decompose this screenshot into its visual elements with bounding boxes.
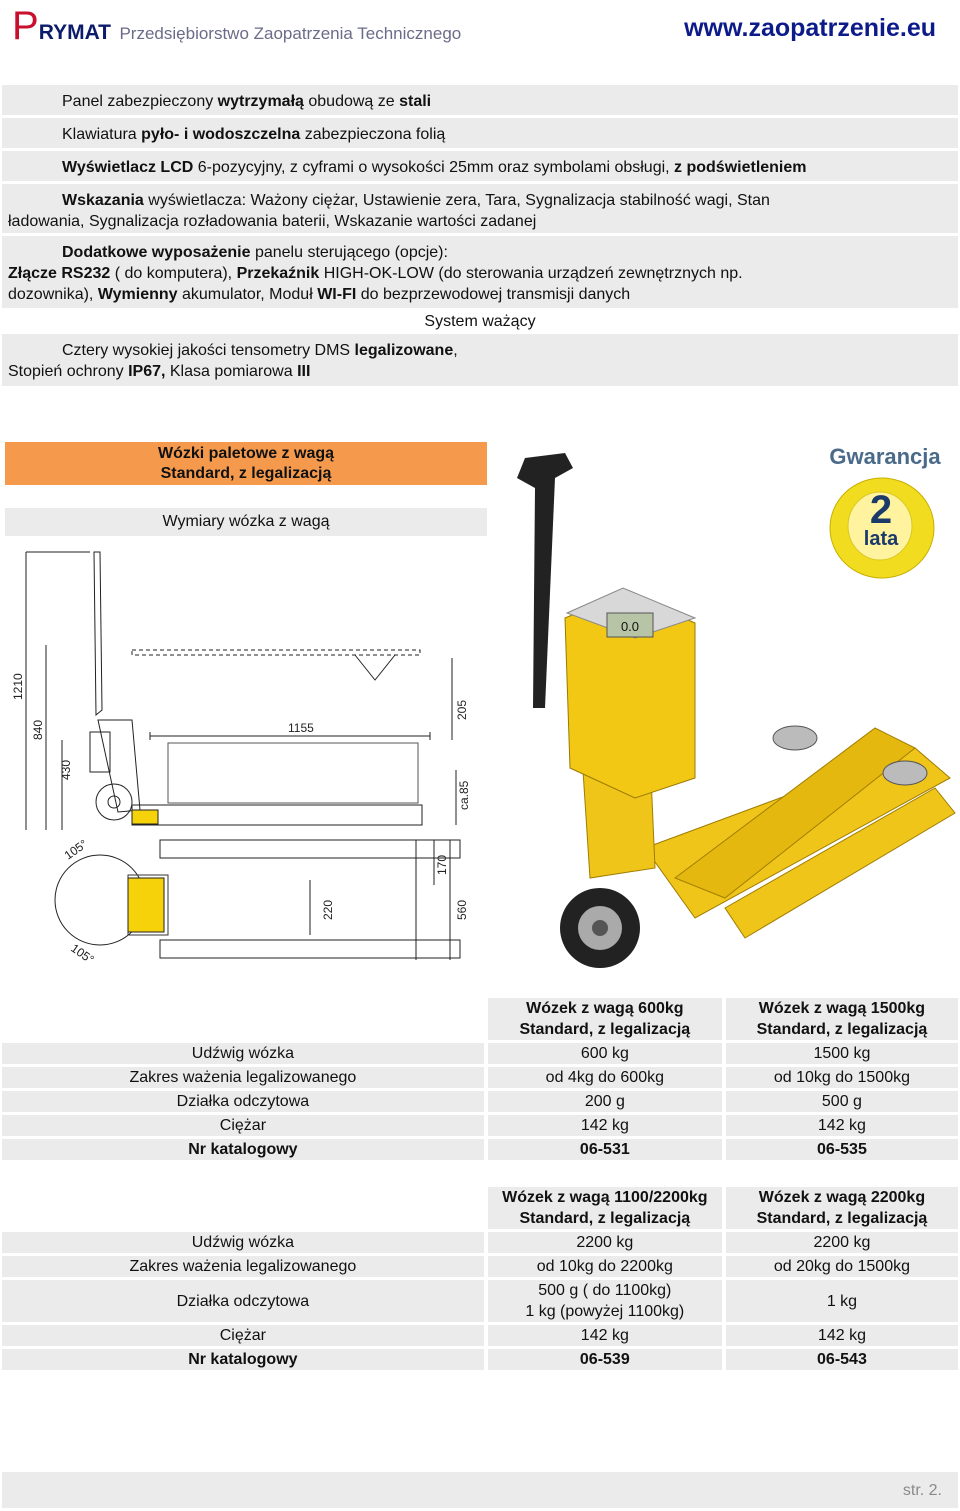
spec-table-1 [2,998,958,1163]
dim-430: 430 [59,759,73,780]
dim-840: 840 [31,719,45,740]
feature-row-indications: Wskazania wyświetlacza: Ważony ciężar, Ustawienie zera, Tara, Sygnalizacja stabilność wagi, Stan ładowania, Sygnalizacja rozładowania baterii, Wskazanie wartości zadanej [2,184,958,233]
table1-header-1500: Wózek z wagą 1500kg Standard, z legalizacją [726,998,958,1043]
table-row: Zakres ważenia legalizowanego od 4kg do 600kg od 10kg do 1500kg [2,1067,958,1091]
warranty-years: 2 [869,488,893,532]
table2-header-2200-dual: Wózek z wagą 1100/2200kg Standard, z legalizacją [488,1187,726,1232]
website-link[interactable]: www.zaopatrzenie.eu [684,14,936,42]
system-title: System ważący [424,313,536,330]
dim-170: 170 [435,854,449,875]
feature-row-panel: Panel zabezpieczony wytrzymałą obudową ze stali [2,85,958,115]
table-row: Ciężar 142 kg 142 kg [2,1325,958,1349]
table-row: Działka odczytowa 200 g 500 g [2,1091,958,1115]
dimensions-title: Wymiary wózka z wagą [5,508,487,536]
company-name: Przedsiębiorstwo Zaopatrzenia Technicznego [119,24,462,43]
table-row: Zakres ważenia legalizowanego od 10kg do 2200kg od 20kg do 1500kg [2,1256,958,1280]
warranty-title: Gwarancja [829,444,941,469]
table-row-catalog: Nr katalogowy 06-539 06-543 [2,1349,958,1373]
table-row-catalog: Nr katalogowy 06-531 06-535 [2,1139,958,1163]
page-number: str. 2. [902,1482,942,1499]
dim-105-bottom: 105° [68,940,97,967]
footer-bar [2,1472,958,1508]
dim-205: 205 [455,699,469,720]
table1-header-600: Wózek z wagą 600kg Standard, z legalizacją [488,998,726,1043]
feature-row-keyboard: Klawiatura pyło- i wodoszczelna zabezpieczona folią [2,118,958,148]
dim-1210: 1210 [11,673,25,700]
dim-105-top: 105° [61,836,91,863]
dim-560: 560 [455,899,469,920]
table-row: Ciężar 142 kg 142 kg [2,1115,958,1139]
dimension-drawing [0,540,490,980]
brand-initial: P [12,4,39,48]
feature-row-display: Wyświetlacz LCD 6-pozycyjny, z cyframi o wysokości 25mm oraz symbolami obsługi, z podświetleniem [2,151,958,181]
brand-name: RYMAT [38,21,112,44]
spec-table-2 [2,1187,958,1373]
feature-row-sensors: Cztery wysokiej jakości tensometry DMS legalizowane, Stopień ochrony IP67, Klasa pomiarowa III [2,334,958,386]
table-row: Działka odczytowa 500 g ( do 1100kg) 1 kg (powyżej 1100kg) 1 kg [2,1280,958,1325]
feature-row-options: Dodatkowe wyposażenie panelu sterującego (opcje): Złącze RS232 ( do komputera), Przekaźnik HIGH-OK-LOW (do sterowania urządzeń zewnętrznych np. dozownika), Wymienny akumulator, Moduł WI-FI do bezprzewodowej transmisji danych [2,236,958,308]
dim-220: 220 [321,899,335,920]
dim-1155: 1155 [288,721,314,735]
company-header [12,4,461,52]
lcd-reading: 0.0 [620,619,640,634]
table-row: Udźwig wózka 2200 kg 2200 kg [2,1232,958,1256]
product-banner: Wózki paletowe z wagą Standard, z legalizacją [5,442,487,485]
table2-header-2200: Wózek z wagą 2200kg Standard, z legalizacją [726,1187,958,1232]
table-row: Udźwig wózka 600 kg 1500 kg [2,1043,958,1067]
dim-ca85: ca.85 [457,780,471,810]
warranty-unit: lata [863,528,899,550]
